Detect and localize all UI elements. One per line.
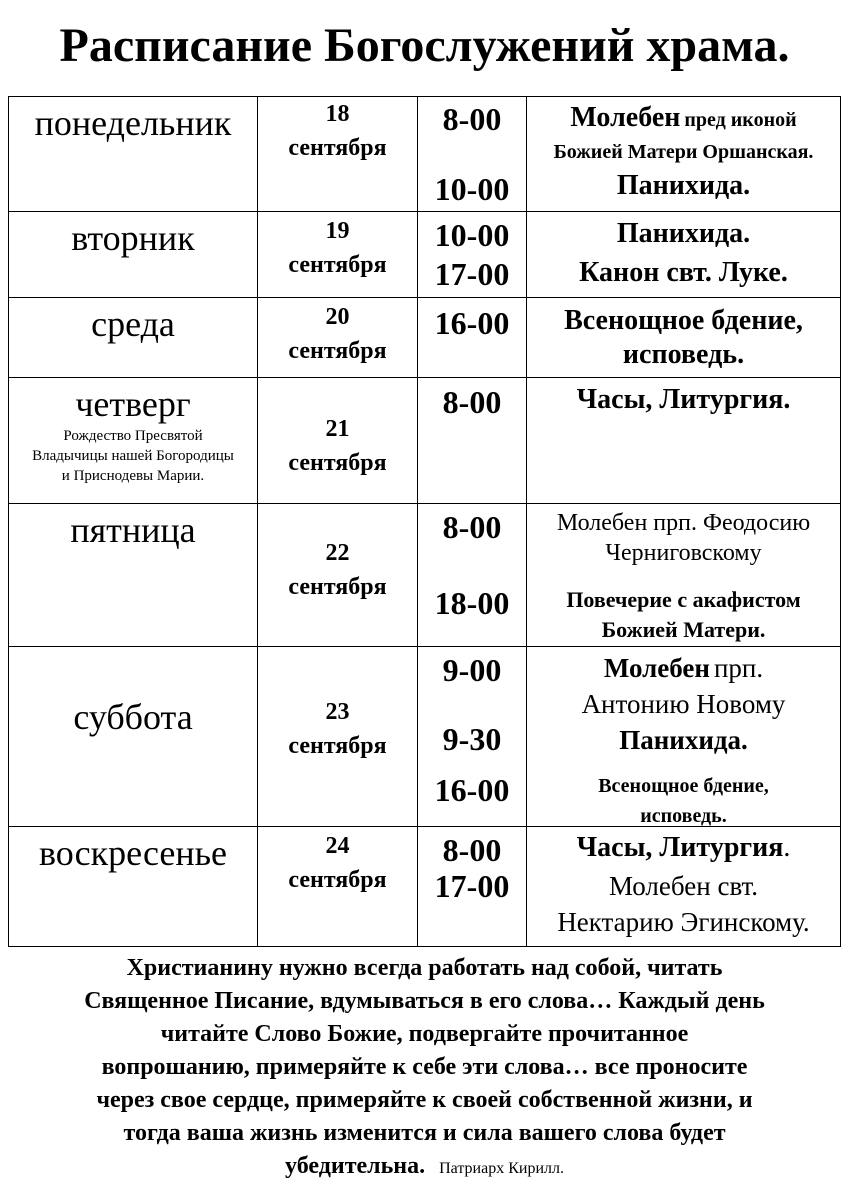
service-time: 8-00 [442,509,502,545]
day-name: суббота [73,697,193,737]
service-cell [527,647,841,827]
time-cell [418,97,527,212]
service-name: Повечерие с акафистом [566,587,801,612]
service-time: 18-00 [434,585,510,621]
quote-line: читайте Слово Божие, подвергайте прочитанное [160,1021,689,1047]
day-name: вторник [71,218,195,258]
date-cell [258,827,418,947]
service-name: Панихида. [619,725,748,755]
date-number: 23 [325,699,350,725]
service-name: Канон свт. Луке. [579,257,788,288]
day-cell [9,378,258,504]
service-time: 16-00 [434,772,510,808]
service-time: 10-00 [434,171,510,207]
day-cell [9,212,258,298]
date-cell [258,212,418,298]
day-name: среда [91,304,175,344]
day-cell [9,298,258,378]
time-cell [418,298,527,378]
service-name: Молебен [603,653,710,683]
date-month: сентября [288,450,387,476]
service-cell [527,827,841,947]
service-cell [527,378,841,504]
date-month: сентября [288,338,387,364]
page-title: Расписание Богослужений храма. [59,19,790,72]
day-name: четверг [75,384,191,424]
day-name: пятница [70,510,196,550]
date-cell [258,298,418,378]
schedule-row-thursday [9,378,841,504]
service-cell [527,212,841,298]
quote-line: тогда ваша жизнь изменится и сила вашего слова будет [123,1120,726,1146]
service-detail: Антонию Новому [581,689,786,719]
quote-line: вопрошанию, примеряйте к себе эти слова… все проносите [101,1054,748,1080]
service-time: 8-00 [442,384,502,420]
service-name: Молебен [570,102,681,133]
schedule-row-monday [9,97,841,212]
day-cell [9,647,258,827]
date-cell [258,504,418,647]
date-month: сентября [288,574,387,600]
service-detail: исповедь. [640,805,727,827]
date-number: 24 [325,833,350,859]
date-month: сентября [288,867,387,893]
quote-line: убедительна. [285,1153,426,1179]
date-cell [258,97,418,212]
schedule-row-wednesday [9,298,841,378]
time-cell [418,827,527,947]
service-punct: . [783,832,791,863]
service-detail: Нектарию Эгинскому. [557,907,810,937]
service-time: 17-00 [434,868,510,904]
service-detail: Черниговскому [605,540,762,566]
date-number: 19 [325,218,350,244]
service-name: Панихида. [616,218,751,249]
date-number: 21 [325,416,350,442]
service-name: Часы, Литургия. [576,384,791,415]
service-time: 10-00 [434,217,510,253]
date-number: 20 [325,304,350,330]
schedule-row-sunday [9,827,841,947]
service-time: 8-00 [442,101,502,137]
quote-line: Христианину нужно всегда работать над собой, читать [126,955,723,981]
feast-note: Рождество Пресвятой Владычицы нашей Богородицы и Приснодевы Марии. [32,428,234,484]
service-time: 8-00 [442,832,502,868]
service-name: Молебен свт. [608,871,759,901]
time-cell [418,212,527,298]
day-name: понедельник [34,103,232,143]
service-time: 16-00 [434,305,510,341]
service-detail: пред иконой [684,109,797,131]
quote-line: через свое сердце, примеряйте к своей собственной жизни, и [96,1087,753,1113]
service-cell [527,97,841,212]
date-cell [258,378,418,504]
date-month: сентября [288,252,387,278]
service-name: Панихида. [616,170,751,201]
quote-author: Патриарх Кирилл. [439,1160,564,1177]
schedule-row-tuesday [9,212,841,298]
time-cell [418,378,527,504]
service-name: Часы, Литургия [576,832,784,863]
day-cell [9,504,258,647]
day-cell [9,97,258,212]
service-cell [527,504,841,647]
service-name: Всенощное бдение, [564,305,803,336]
service-detail: Божией Матери. [601,617,766,642]
service-time: 9-00 [442,652,502,688]
schedule-row-friday [9,504,841,647]
service-name: исповедь. [622,339,745,370]
date-number: 18 [325,101,350,127]
service-detail: прп. [713,653,764,683]
date-month: сентября [288,135,387,161]
time-cell [418,504,527,647]
service-detail: Божией Матери Оршанская. [553,141,814,163]
service-cell [527,298,841,378]
service-name: Молебен прп. Феодосию [556,510,811,536]
service-time: 9-30 [442,721,502,757]
date-cell [258,647,418,827]
date-month: сентября [288,733,387,759]
date-number: 22 [325,540,350,566]
service-name: Всенощное бдение, [598,775,769,797]
time-cell [418,647,527,827]
service-time: 17-00 [434,256,510,292]
quote-line: Священное Писание, вдумываться в его слова… Каждый день [84,988,765,1014]
day-name: воскресенье [38,833,228,873]
day-cell [9,827,258,947]
quote-last-line [20,1150,829,1185]
quote-block [20,952,829,1185]
schedule-table [8,96,841,947]
schedule-row-saturday [9,647,841,827]
